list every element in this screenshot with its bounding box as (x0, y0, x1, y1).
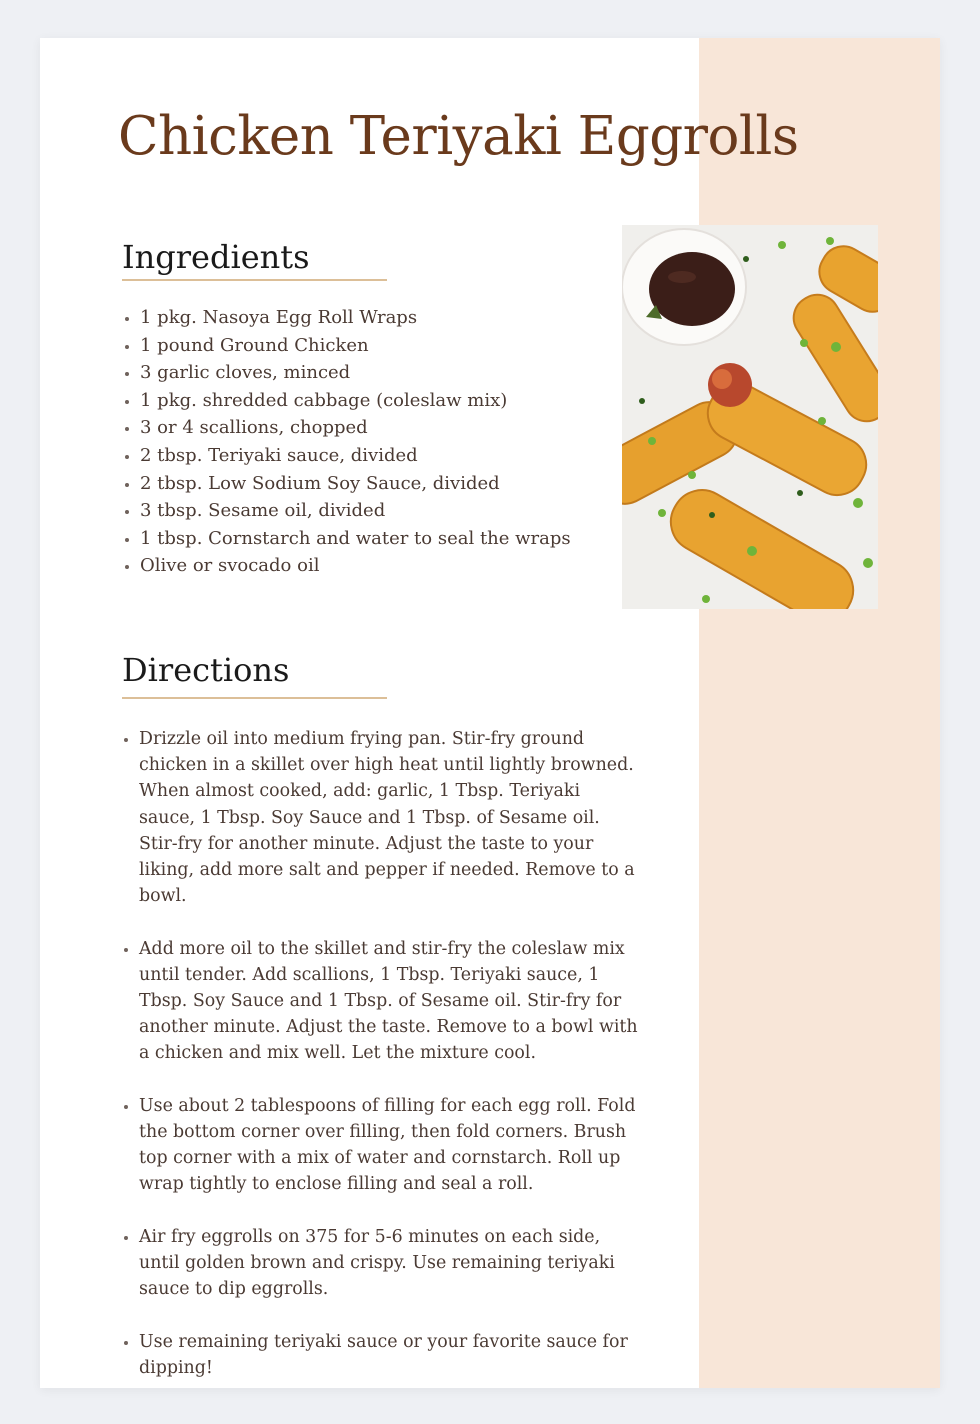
ingredient-item: • 2 tbsp. Teriyaki sauce, divided (140, 442, 620, 470)
directions-heading-rule (122, 697, 387, 699)
sauce-highlight (668, 271, 696, 283)
ingredient-item: • 2 tbsp. Low Sodium Soy Sauce, divided (140, 470, 620, 498)
ingredient-item: • 3 or 4 scallions, chopped (140, 414, 620, 442)
ingredient-item: • 1 tbsp. Cornstarch and water to seal the wraps (140, 525, 620, 553)
ingredient-item: • 1 pkg. shredded cabbage (coleslaw mix) (140, 387, 620, 415)
eggrolls-photo (622, 225, 878, 609)
direction-step: • Air fry eggrolls on 375 for 5-6 minutes on each side, until golden brown and crispy. Use remaining teriyaki sauce to dip eggrolls. (139, 1224, 639, 1303)
ingredient-item: • 1 pkg. Nasoya Egg Roll Wraps (140, 304, 620, 332)
ingredient-list (116, 304, 620, 580)
recipe-title: Chicken Teriyaki Eggrolls (118, 106, 799, 167)
ingredient-item: • Olive or svocado oil (140, 552, 620, 580)
ingredients-heading-rule (122, 279, 387, 281)
ingredient-item: • 3 tbsp. Sesame oil, divided (140, 497, 620, 525)
ingredient-item: • 1 pound Ground Chicken (140, 332, 620, 360)
direction-step: • Drizzle oil into medium frying pan. Stir-fry ground chicken in a skillet over high heat until lightly browned. When almost cooked, add: garlic, 1 Tbsp. Teriyaki sauce, 1 Tbsp. Soy Sauce and 1 Tbsp. of Sesame oil. Stir-fry for another minute. Adjust the taste to your liking, add more salt and pepper if needed. Remove to a bowl. (139, 726, 639, 909)
ingredient-item: • 3 garlic cloves, minced (140, 359, 620, 387)
eggroll-filling (712, 369, 732, 389)
direction-list (115, 726, 639, 1388)
recipe-card (40, 38, 940, 1388)
direction-step: • Add more oil to the skillet and stir-fry the coleslaw mix until tender. Add scallions, 1 Tbsp. Teriyaki sauce, 1 Tbsp. Soy Sauce and 1 Tbsp. of Sesame oil. Stir-fry for another minute. Adjust the taste. Remove to a bowl with a chicken and mix well. Let the mixture cool. (139, 936, 639, 1067)
directions-heading: Directions (122, 651, 290, 689)
direction-step: • Use about 2 tablespoons of filling for each egg roll. Fold the bottom corner over filling, then fold corners. Brush top corner with a mix of water and cornstarch. Roll up wrap tightly to enclose filling and seal a roll. (139, 1093, 639, 1198)
teriyaki-sauce (649, 252, 735, 326)
ingredients-heading: Ingredients (122, 238, 310, 276)
direction-step: • Use remaining teriyaki sauce or your favorite sauce for dipping! (139, 1329, 639, 1381)
